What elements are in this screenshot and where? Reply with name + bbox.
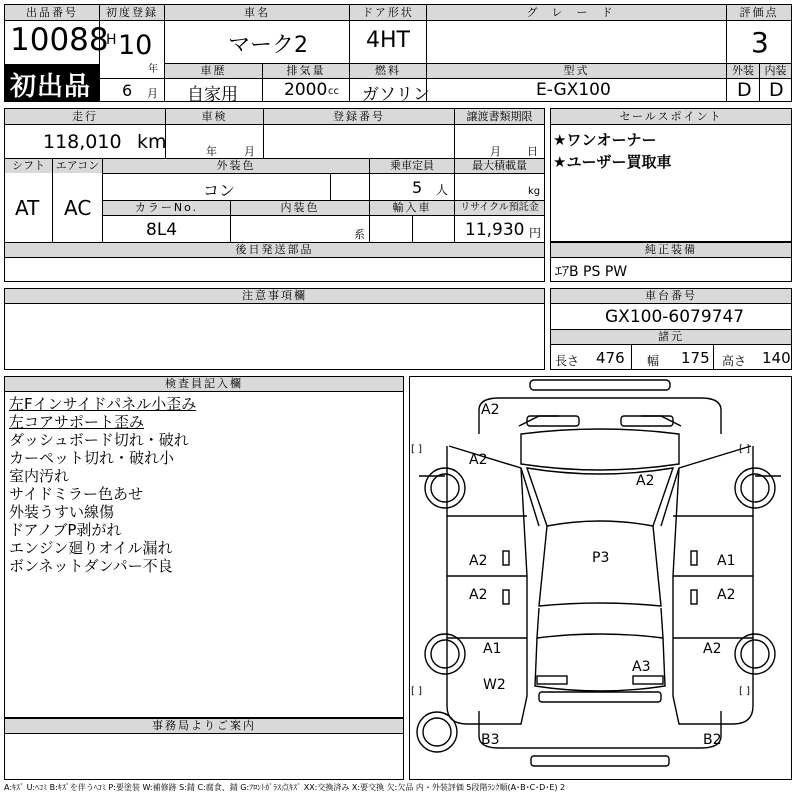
mark-right-rear-fender: A2 xyxy=(703,641,722,657)
height-label: 高さ xyxy=(722,354,747,368)
inspector-item: カーペット切れ・破れ小 xyxy=(9,449,175,467)
inspector-items xyxy=(9,395,196,575)
displacement-unit: cc xyxy=(328,86,339,97)
width-value: 175 xyxy=(681,349,710,367)
equipment-label: 純正装備 xyxy=(551,243,791,257)
mark-left-sill-rear: W2 xyxy=(483,677,506,693)
reg-era: H xyxy=(106,32,117,48)
door-label: ドア形状 xyxy=(350,5,426,21)
mark-roof: P3 xyxy=(592,550,610,566)
model-value: E-GX100 xyxy=(536,80,611,100)
inspector-item: 室内汚れ xyxy=(9,467,70,485)
capacity-value: 5 xyxy=(412,178,423,197)
transfer-day-unit: 日 xyxy=(527,145,538,158)
load-label: 最大積載量 xyxy=(455,159,544,173)
load-unit: kg xyxy=(528,186,541,197)
color-label: 外装色 xyxy=(103,159,369,173)
office-label: 事務局よりご案内 xyxy=(5,719,403,733)
transfer-month-unit: 月 xyxy=(490,145,501,158)
bracket-rear-right: [ ] xyxy=(739,686,750,697)
notes-label: 注意事項欄 xyxy=(5,289,544,303)
color-no-label: カラーNo. xyxy=(103,201,230,215)
interior-grade: D xyxy=(769,79,784,101)
mark-left-rear-fender: A1 xyxy=(483,641,502,657)
transfer-label: 譲渡書類期限 xyxy=(455,109,544,124)
inspector-item: 左コアサポート歪み xyxy=(9,413,145,431)
plate-label: 登録番号 xyxy=(264,109,454,124)
car-name-label: 車名 xyxy=(165,5,349,21)
mark-rear-bumper-right: B2 xyxy=(703,732,722,748)
mark-rear-bumper-left: B3 xyxy=(481,732,500,748)
inspection-year-unit: 年 xyxy=(206,145,217,158)
displacement-label: 排気量 xyxy=(263,64,349,78)
height-value: 140 xyxy=(762,349,791,367)
score-value: 3 xyxy=(751,26,769,59)
bracket-front-right: [ ] xyxy=(739,444,750,455)
chassis-value: GX100-6079747 xyxy=(605,307,745,327)
door-type: 4HT xyxy=(366,28,410,53)
sales-point-2: ★ユーザー買取車 xyxy=(553,153,672,171)
inspection-month-unit: 月 xyxy=(244,145,255,158)
int-color-label: 内装色 xyxy=(231,201,369,215)
mileage-label: 走行 xyxy=(5,109,165,124)
inspector-item: ドアノブP剥がれ xyxy=(9,521,122,539)
lot-no: 10088 xyxy=(10,22,109,58)
inspector-item: 左Fインサイドパネル小歪み xyxy=(9,395,197,413)
mileage-unit: km xyxy=(137,131,167,153)
shift-value: AT xyxy=(15,196,40,220)
reg-month-unit: 月 xyxy=(147,87,158,100)
recycle-value: 11,930 xyxy=(465,220,525,240)
chassis-label: 車台番号 xyxy=(551,289,791,303)
color-value: コン xyxy=(203,181,236,200)
history-label: 車歴 xyxy=(165,64,262,78)
reg-month: 6 xyxy=(122,81,133,100)
recycle-label: リサイクル預託金 xyxy=(455,201,544,215)
ac-value: AC xyxy=(64,196,92,220)
mark-front-bumper: A2 xyxy=(481,402,500,418)
ac-label: エアコン xyxy=(53,159,102,173)
inspector-item: ボンネットダンパー不良 xyxy=(9,557,173,575)
interior-label: 内装 xyxy=(760,64,791,78)
equipment-value: ｴｱB PS PW xyxy=(555,264,628,280)
recycle-unit: 円 xyxy=(529,226,542,240)
shift-label: シフト xyxy=(5,159,52,173)
inspection-label: 車検 xyxy=(166,109,263,124)
exterior-label: 外装 xyxy=(727,64,759,78)
sales-label: セールスポイント xyxy=(551,109,791,124)
later-parts-label: 後日発送部品 xyxy=(5,243,544,257)
mark-trunk: A3 xyxy=(632,659,651,675)
inspector-label: 検査員記入欄 xyxy=(5,377,403,391)
score-label: 評価点 xyxy=(727,5,791,21)
mark-left-front-fender: A2 xyxy=(469,452,488,468)
fuel-label: 燃料 xyxy=(350,64,426,78)
mark-left-rear-door: A2 xyxy=(469,587,488,603)
int-color-unit: 系 xyxy=(354,228,365,241)
bracket-rear-left: [ ] xyxy=(411,686,422,697)
grade-label: グレード xyxy=(427,5,726,21)
mark-hood: A2 xyxy=(636,473,655,489)
history-value: 自家用 xyxy=(187,85,238,105)
bracket-front-left: [ ] xyxy=(411,444,422,455)
capacity-label: 乗車定員 xyxy=(370,159,454,173)
lot-no-label: 出品番号 xyxy=(5,5,99,21)
import-label: 輸入車 xyxy=(370,201,454,215)
first-listing-text: 初出品 xyxy=(10,72,92,102)
dims-label: 諸元 xyxy=(551,330,791,344)
capacity-unit: 人 xyxy=(436,183,449,197)
car-name: マーク2 xyxy=(228,33,308,58)
sales-point-1: ★ワンオーナー xyxy=(553,131,657,149)
color-no-value: 8L4 xyxy=(146,220,178,240)
legend-text: A:ｷｽﾞ U:ﾍｺﾐ B:ｷｽﾞを伴うﾍｺﾐ P:要塗装 W:補修跡 S:錆 C:腐食、錆 G:ﾌﾛﾝﾄｶﾞﾗｽ点ｷｽﾞ XX:交換済み X:要交換 欠:欠品 内・外装評価 5段階ﾗﾝｸ順(A･B･C･D･E) 2 xyxy=(4,783,566,792)
length-label: 長さ xyxy=(555,354,580,368)
model-label: 型式 xyxy=(427,64,726,78)
mark-right-front-door: A1 xyxy=(717,553,736,569)
reg-label: 初度登録 xyxy=(100,5,164,21)
mark-right-rear-door: A2 xyxy=(717,587,736,603)
inspector-item: 外装うすい線傷 xyxy=(9,503,115,521)
inspector-item: サイドミラー色あせ xyxy=(9,485,143,503)
inspector-item: エンジン廻りオイル漏れ xyxy=(9,539,173,557)
inspector-item: ダッシュボード切れ・破れ xyxy=(9,431,189,449)
fuel-value: ガソリン xyxy=(362,85,430,105)
reg-year: 10 xyxy=(118,30,153,61)
displacement-value: 2000 xyxy=(284,80,328,100)
mileage-value: 118,010 xyxy=(43,131,122,153)
exterior-grade: D xyxy=(737,79,752,101)
length-value: 476 xyxy=(596,349,625,367)
car-diagram xyxy=(409,376,792,780)
mark-left-front-door: A2 xyxy=(469,553,488,569)
reg-year-unit: 年 xyxy=(148,64,158,75)
width-label: 幅 xyxy=(647,354,660,368)
